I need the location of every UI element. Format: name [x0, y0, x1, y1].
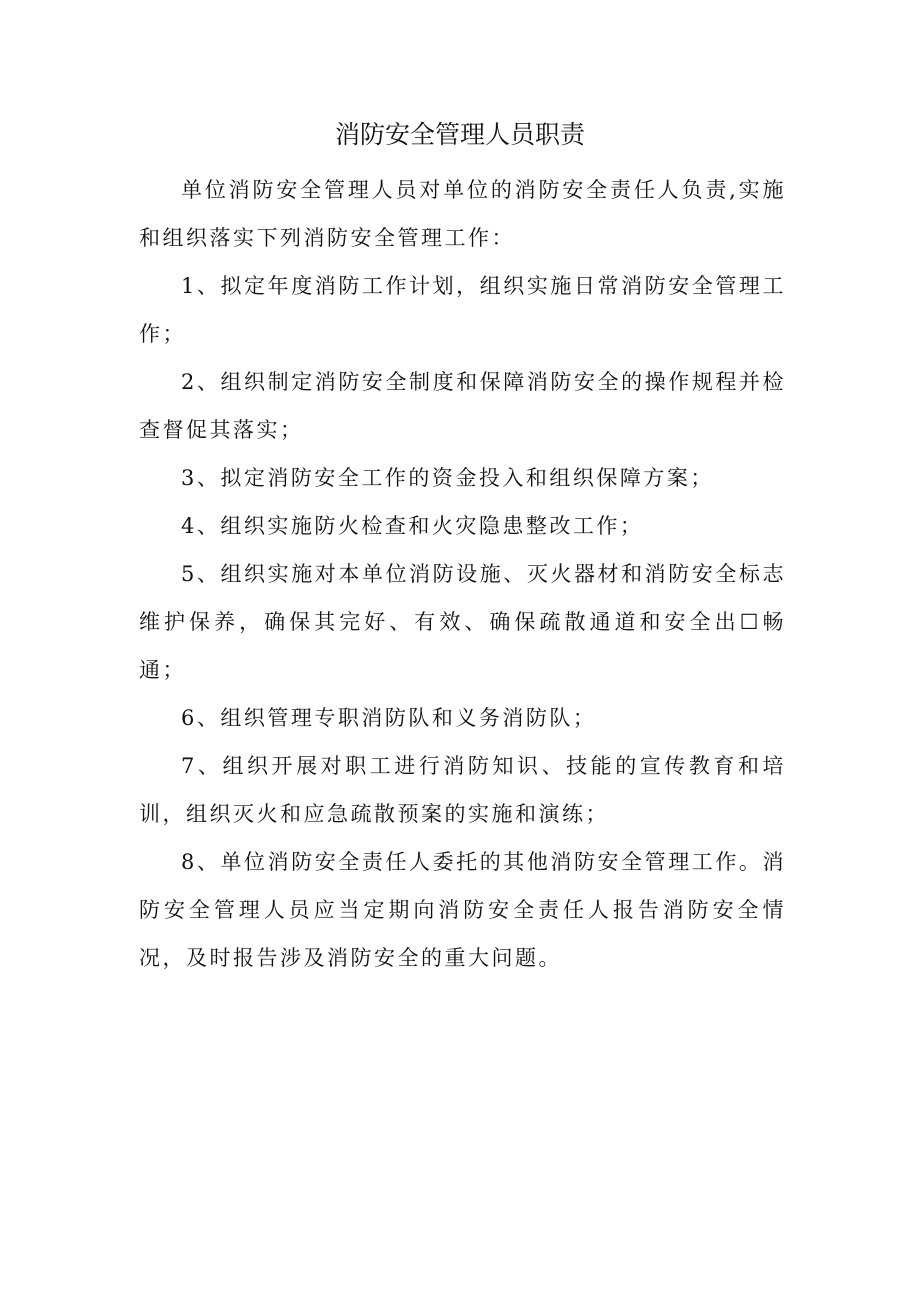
paragraph-item-7: 7、组织开展对职工进行消防知识、技能的宣传教育和培训，组织灭火和应急疏散预案的实施和演练； [139, 754, 786, 826]
document-body [139, 166, 786, 982]
document-title: 消防安全管理人员职责 [334, 120, 585, 149]
paragraph-item-4: 4、组织实施防火检查和火灾隐患整改工作； [181, 514, 644, 538]
paragraph-intro: 单位消防安全管理人员对单位的消防安全责任人负责,实施和组织落实下列消防安全管理工作： [139, 178, 786, 250]
paragraph-item-1: 1、拟定年度消防工作计划，组织实施日常消防安全管理工作； [139, 274, 786, 346]
paragraph-item-8: 8、单位消防安全责任人委托的其他消防安全管理工作。消防安全管理人员应当定期向消防安全责任人报告消防安全情况，及时报告涉及消防安全的重大问题。 [139, 850, 786, 970]
paragraph-item-3: 3、拟定消防安全工作的资金投入和组织保障方案； [181, 466, 714, 490]
paragraph-item-2: 2、组织制定消防安全制度和保障消防安全的操作规程并检查督促其落实； [139, 370, 786, 442]
paragraph-item-5: 5、组织实施对本单位消防设施、灭火器材和消防安全标志维护保养，确保其完好、有效、确保疏散通道和安全出☐畅通； [139, 562, 786, 682]
paragraph-item-6: 6、组织管理专职消防队和义务消防队； [181, 706, 597, 730]
